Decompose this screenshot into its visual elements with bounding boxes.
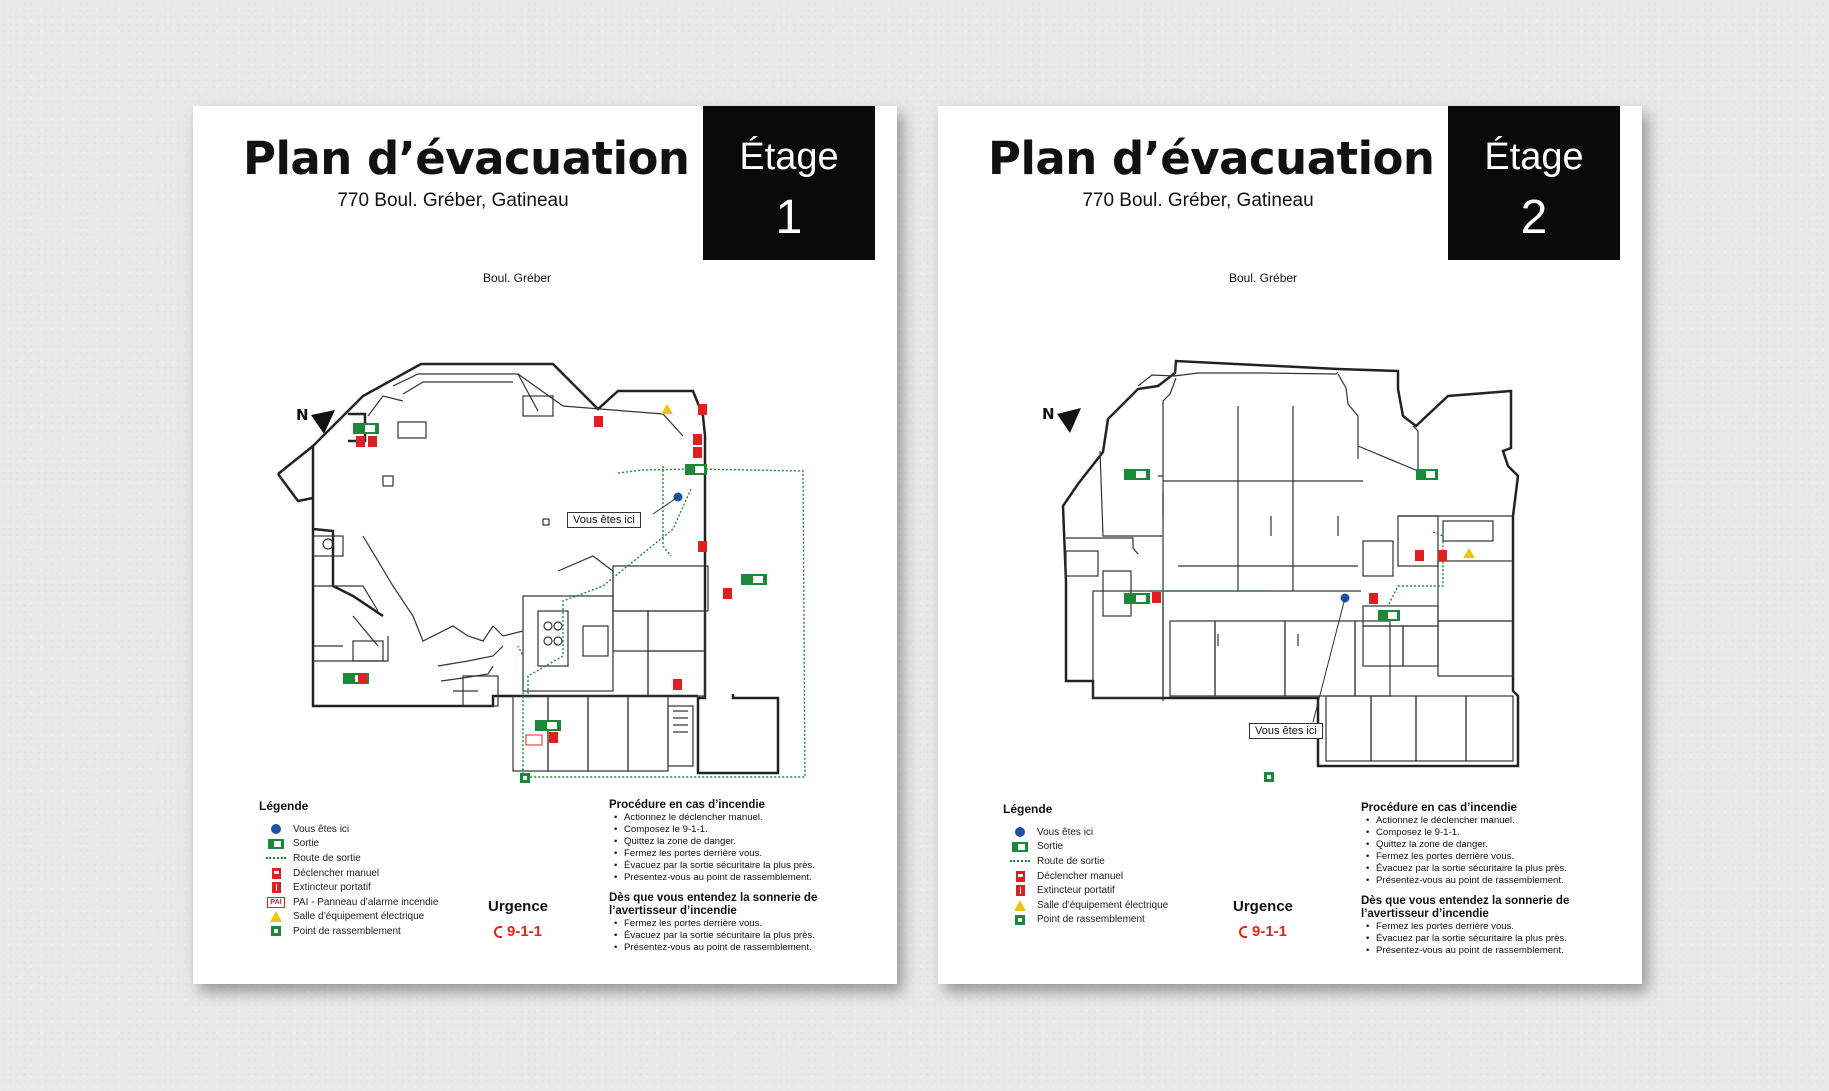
list-item: • Composez le 9-1-1. <box>624 824 859 836</box>
emergency-number <box>1208 923 1318 940</box>
page-title: Plan d’évacuation <box>988 132 1435 185</box>
fire-procedure <box>609 799 859 954</box>
legend-label: Sortie <box>293 838 320 850</box>
list-item: • Évacuez par la sortie sécuritaire la plus près. <box>624 860 859 872</box>
assembly-point-icon <box>271 926 281 936</box>
page-title: Plan d’évacuation <box>243 132 690 185</box>
fire-equipment <box>1152 550 1447 604</box>
legend-label: PAI - Panneau d’alarme incendie <box>293 896 439 908</box>
legend-title: Légende <box>1003 802 1053 816</box>
alarm-procedure-title: Dès que vous entendez la sonnerie de l’avertisseur d’incendie <box>609 892 818 917</box>
legend-item <box>1003 825 1203 840</box>
you-are-here-callout: Vous êtes ici <box>567 512 641 528</box>
alarm-panel-icon: PAI <box>267 897 284 908</box>
north-label: N <box>1042 405 1055 423</box>
floor-plan-2 <box>938 286 1642 786</box>
legend-item <box>1003 898 1203 913</box>
electrical-room-icon <box>270 911 282 922</box>
list-item: • Fermez les portes derrière vous. <box>1376 851 1611 863</box>
fire-equipment <box>356 404 732 743</box>
legend-item <box>259 924 459 939</box>
legend-title: Légende <box>259 799 309 813</box>
address: 770 Boul. Gréber, Gatineau <box>337 190 569 211</box>
procedure-title: Procédure en cas d’incendie <box>609 799 765 811</box>
north-label: N <box>296 406 309 424</box>
building-outline <box>1063 361 1518 766</box>
emergency-number-text: 9-1-1 <box>506 923 543 940</box>
legend-item <box>1003 854 1203 869</box>
legend-label: Sortie <box>1037 841 1064 853</box>
phone-icon <box>1239 926 1247 938</box>
fire-extinguisher-icon <box>272 882 281 893</box>
legend-label: Extincteur portatif <box>1037 885 1115 897</box>
evacuation-plan-floor-1 <box>193 106 897 984</box>
list-item: • Présentez-vous au point de rassemblement. <box>1376 875 1611 887</box>
north-compass-icon <box>1042 405 1081 433</box>
legend-label: Route de sortie <box>1037 855 1105 867</box>
alarm-procedure-steps <box>609 918 859 954</box>
emergency-label: Urgence <box>487 898 549 915</box>
legend-item <box>259 895 459 910</box>
legend-label: Vous êtes ici <box>1037 826 1094 838</box>
street-label: Boul. Gréber <box>483 271 552 285</box>
floor-label: Étage <box>739 136 839 178</box>
legend-item <box>1003 869 1203 884</box>
list-item: • Quittez la zone de danger. <box>624 836 859 848</box>
floor-badge <box>1448 106 1620 260</box>
alarm-procedure-steps <box>1361 921 1611 957</box>
manual-pull-station-icon <box>1016 871 1025 882</box>
list-item: • Évacuez par la sortie sécuritaire la plus près. <box>1376 933 1611 945</box>
legend-item <box>1003 913 1203 928</box>
fire-extinguisher-icon <box>1016 885 1025 896</box>
floor-badge <box>703 106 875 260</box>
alarm-panel-icon <box>526 735 542 745</box>
floor-number: 1 <box>775 191 803 244</box>
legend-item <box>259 866 459 881</box>
legend-item <box>259 851 459 866</box>
exit-route <box>518 466 805 777</box>
floor-plan-1 <box>193 286 897 786</box>
emergency-number-text: 9-1-1 <box>1251 923 1288 940</box>
procedure-title: Procédure en cas d’incendie <box>1361 802 1517 814</box>
procedure-steps <box>1361 815 1611 887</box>
legend-label: Vous êtes ici <box>293 823 350 835</box>
manual-pull-station-icon <box>272 868 281 879</box>
you-are-here-callout: Vous êtes ici <box>1249 723 1323 739</box>
list-item: • Quittez la zone de danger. <box>1376 839 1611 851</box>
legend-item <box>1003 883 1203 898</box>
list-item: • Fermez les portes derrière vous. <box>624 918 859 930</box>
list-item: • Actionnez le déclencher manuel. <box>1376 815 1611 827</box>
list-item: • Composez le 9-1-1. <box>1376 827 1611 839</box>
legend <box>1003 802 1203 927</box>
list-item: • Présentez-vous au point de rassemblement. <box>624 872 859 884</box>
exit-icon <box>1124 469 1438 621</box>
legend-label: Salle d’équipement électrique <box>293 911 425 923</box>
legend-item <box>259 822 459 837</box>
list-item: • Présentez-vous au point de rassemblement. <box>624 942 859 954</box>
evacuation-plan-floor-2 <box>938 106 1642 984</box>
list-item: • Fermez les portes derrière vous. <box>1376 921 1611 933</box>
list-item: • Actionnez le déclencher manuel. <box>624 812 859 824</box>
exit-route-icon <box>1010 860 1030 862</box>
emergency-label: Urgence <box>1232 898 1294 915</box>
you-are-here-icon <box>271 824 281 834</box>
electrical-room-icon <box>1014 900 1026 911</box>
legend-item <box>259 837 459 852</box>
fire-procedure <box>1361 802 1611 957</box>
assembly-point-icon <box>1015 915 1025 925</box>
electrical-room-icon <box>1463 548 1475 558</box>
legend-label: Déclencher manuel <box>293 867 380 879</box>
legend-label: Salle d’équipement électrique <box>1037 899 1169 911</box>
list-item: • Évacuez par la sortie sécuritaire la plus près. <box>1376 863 1611 875</box>
list-item: • Évacuez par la sortie sécuritaire la plus près. <box>624 930 859 942</box>
address: 770 Boul. Gréber, Gatineau <box>1082 190 1314 211</box>
exit-route <box>1148 532 1443 606</box>
alarm-procedure-title: Dès que vous entendez la sonnerie de l’avertisseur d’incendie <box>1361 895 1570 920</box>
floor-label: Étage <box>1484 136 1584 178</box>
exit-route-icon <box>266 857 286 859</box>
legend-label: Point de rassemblement <box>293 925 401 937</box>
emergency-block <box>463 898 573 940</box>
list-item: • Présentez-vous au point de rassemblement. <box>1376 945 1611 957</box>
exit-icon <box>343 423 767 731</box>
street-label: Boul. Gréber <box>1229 271 1298 285</box>
legend-label: Point de rassemblement <box>1037 914 1145 926</box>
exit-icon <box>268 839 284 849</box>
legend-item <box>1003 840 1203 855</box>
legend-label: Route de sortie <box>293 852 361 864</box>
electrical-room-icon <box>661 404 673 414</box>
list-item: • Fermez les portes derrière vous. <box>624 848 859 860</box>
legend-label: Extincteur portatif <box>293 882 371 894</box>
floor-number: 2 <box>1520 191 1548 244</box>
phone-icon <box>494 926 502 938</box>
legend-label: Déclencher manuel <box>1037 870 1124 882</box>
exit-icon <box>1012 842 1028 852</box>
legend-item <box>259 880 459 895</box>
procedure-steps <box>609 812 859 884</box>
emergency-number <box>463 923 573 940</box>
emergency-block <box>1208 898 1318 940</box>
interior-walls <box>1066 364 1513 761</box>
legend <box>259 799 459 939</box>
you-are-here-icon <box>1015 827 1025 837</box>
legend-item <box>259 910 459 925</box>
